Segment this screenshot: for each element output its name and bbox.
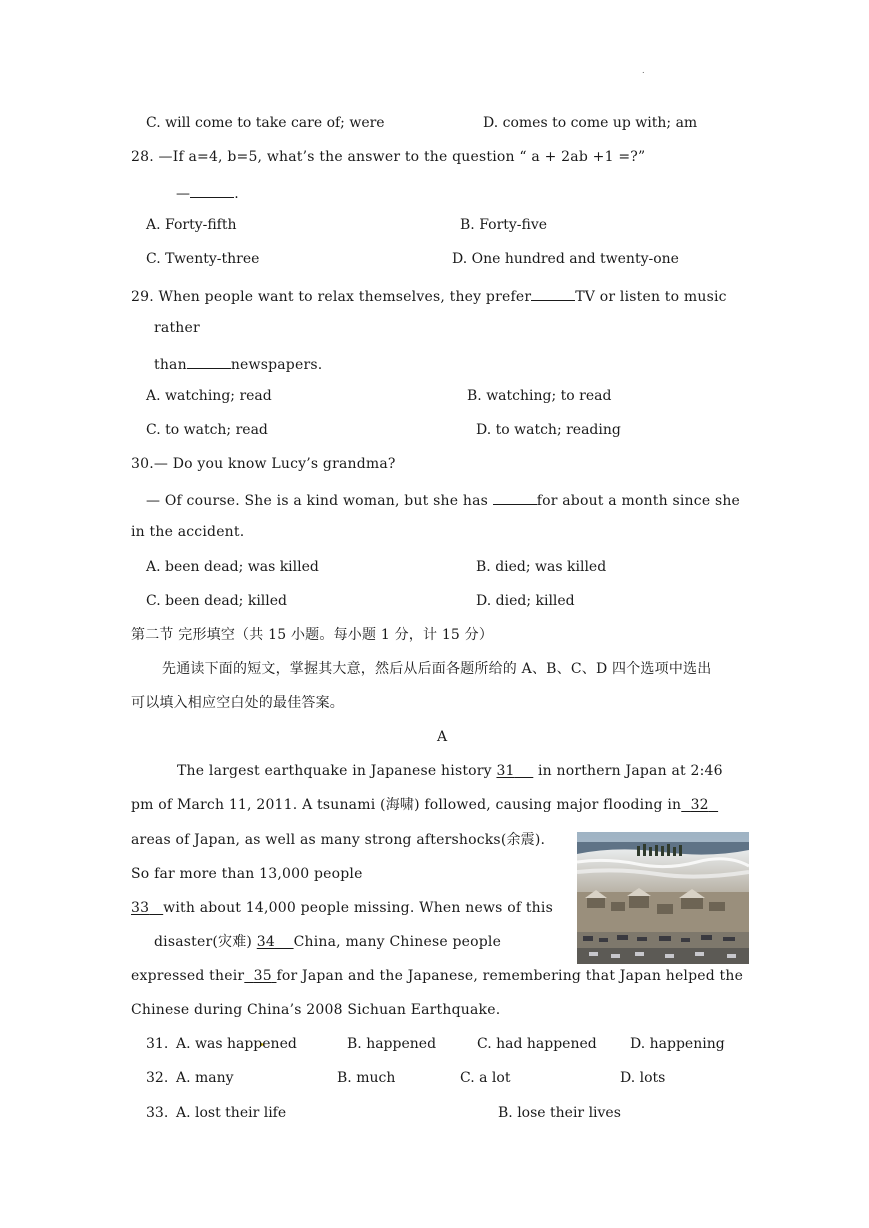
- q28-option-a: A. Forty-fifth: [146, 217, 237, 233]
- q33-option-b: B. lose their lives: [498, 1105, 621, 1121]
- passage-line-5: 33 with about 14,000 people missing. When news of this: [131, 900, 553, 916]
- q29-stem-line1: 29. When people want to relax themselves, they prefer TV or listen to music: [131, 285, 727, 306]
- q28-stem: 28. —If a=4, b=5, what’s the answer to the question “ a + 2ab +1 =?”: [131, 149, 646, 165]
- q27-option-c: C. will come to take care of; were: [146, 115, 385, 131]
- blank-32: 32: [690, 797, 709, 813]
- q31-option-d: D. happening: [630, 1036, 725, 1052]
- q32-option-b: B. much: [337, 1070, 396, 1086]
- q30-option-a: A. been dead; was killed: [146, 559, 319, 575]
- blank-31: 31: [496, 763, 515, 779]
- q30-stem: 30.— Do you know Lucy’s grandma?: [131, 456, 396, 472]
- passage-line-1: The largest earthquake in Japanese history 31 in northern Japan at 2:46: [177, 763, 723, 779]
- q29-option-c: C. to watch; read: [146, 422, 268, 438]
- q30-option-c: C. been dead; killed: [146, 593, 287, 609]
- passage-line-2: pm of March 11, 2011. A tsunami (海啸) followed, causing major flooding in 32: [131, 797, 709, 813]
- tsunami-photo-image: [577, 832, 749, 964]
- q32-number: 32.: [146, 1070, 169, 1086]
- q29-stem-line3: than newspapers.: [154, 353, 322, 374]
- q31-option-a: A. was happened: [176, 1036, 297, 1052]
- q28-option-d: D. One hundred and twenty-one: [452, 251, 679, 267]
- q32-option-a: A. many: [176, 1070, 234, 1086]
- passage-line-3: areas of Japan, as well as many strong aftershocks(余震).: [131, 832, 546, 848]
- passage-line-7: expressed their 35 for Japan and the Japanese, remembering that Japan helped the: [131, 968, 744, 984]
- passage-line-4: So far more than 13,000 people: [131, 866, 363, 882]
- tsunami-photo: [577, 832, 749, 964]
- q30-stem-line2: — Of course. She is a kind woman, but she has for about a month since she: [146, 489, 740, 510]
- blank-33: 33: [131, 900, 150, 916]
- q32-option-c: C. a lot: [460, 1070, 511, 1086]
- passage-line-8: Chinese during China’s 2008 Sichuan Earthquake.: [131, 1002, 501, 1018]
- q30-stem-line3: in the accident.: [131, 524, 245, 540]
- q33-number: 33.: [146, 1105, 169, 1121]
- q32-option-d: D. lots: [620, 1070, 666, 1086]
- q29-option-d: D. to watch; reading: [476, 422, 621, 438]
- blank-35: 35: [253, 968, 272, 984]
- q31-number: 31.: [146, 1036, 169, 1052]
- q31-option-b: B. happened: [347, 1036, 437, 1052]
- q29-stem-line2: rather: [154, 320, 200, 336]
- section-instruction-1: 先通读下面的短文，掌握其大意，然后从后面各题所给的 A、B、C、D 四个选项中选出: [162, 661, 712, 677]
- q29-option-b: B. watching; to read: [467, 388, 612, 404]
- q30-option-d: D. died; killed: [476, 593, 575, 609]
- q28-option-b: B. Forty-five: [460, 217, 548, 233]
- q30-option-b: B. died; was killed: [476, 559, 607, 575]
- q28-option-c: C. Twenty-three: [146, 251, 260, 267]
- q29-option-a: A. watching; read: [146, 388, 272, 404]
- blank-34: 34: [256, 934, 275, 950]
- passage-label: A: [437, 729, 448, 745]
- q27-option-d: D. comes to come up with; am: [483, 115, 698, 131]
- section-heading: 第二节 完形填空（共 15 小题。每小题 1 分，计 15 分）: [131, 627, 494, 643]
- passage-line-6: disaster(灾难) 34 China, many Chinese people: [154, 934, 502, 950]
- header-mark: .: [642, 66, 645, 75]
- section-instruction-2: 可以填入相应空白处的最佳答案。: [131, 695, 344, 711]
- q28-answer-line: — .: [176, 182, 239, 203]
- q33-option-a: A. lost their life: [176, 1105, 287, 1121]
- q31-option-c: C. had happened: [477, 1036, 597, 1052]
